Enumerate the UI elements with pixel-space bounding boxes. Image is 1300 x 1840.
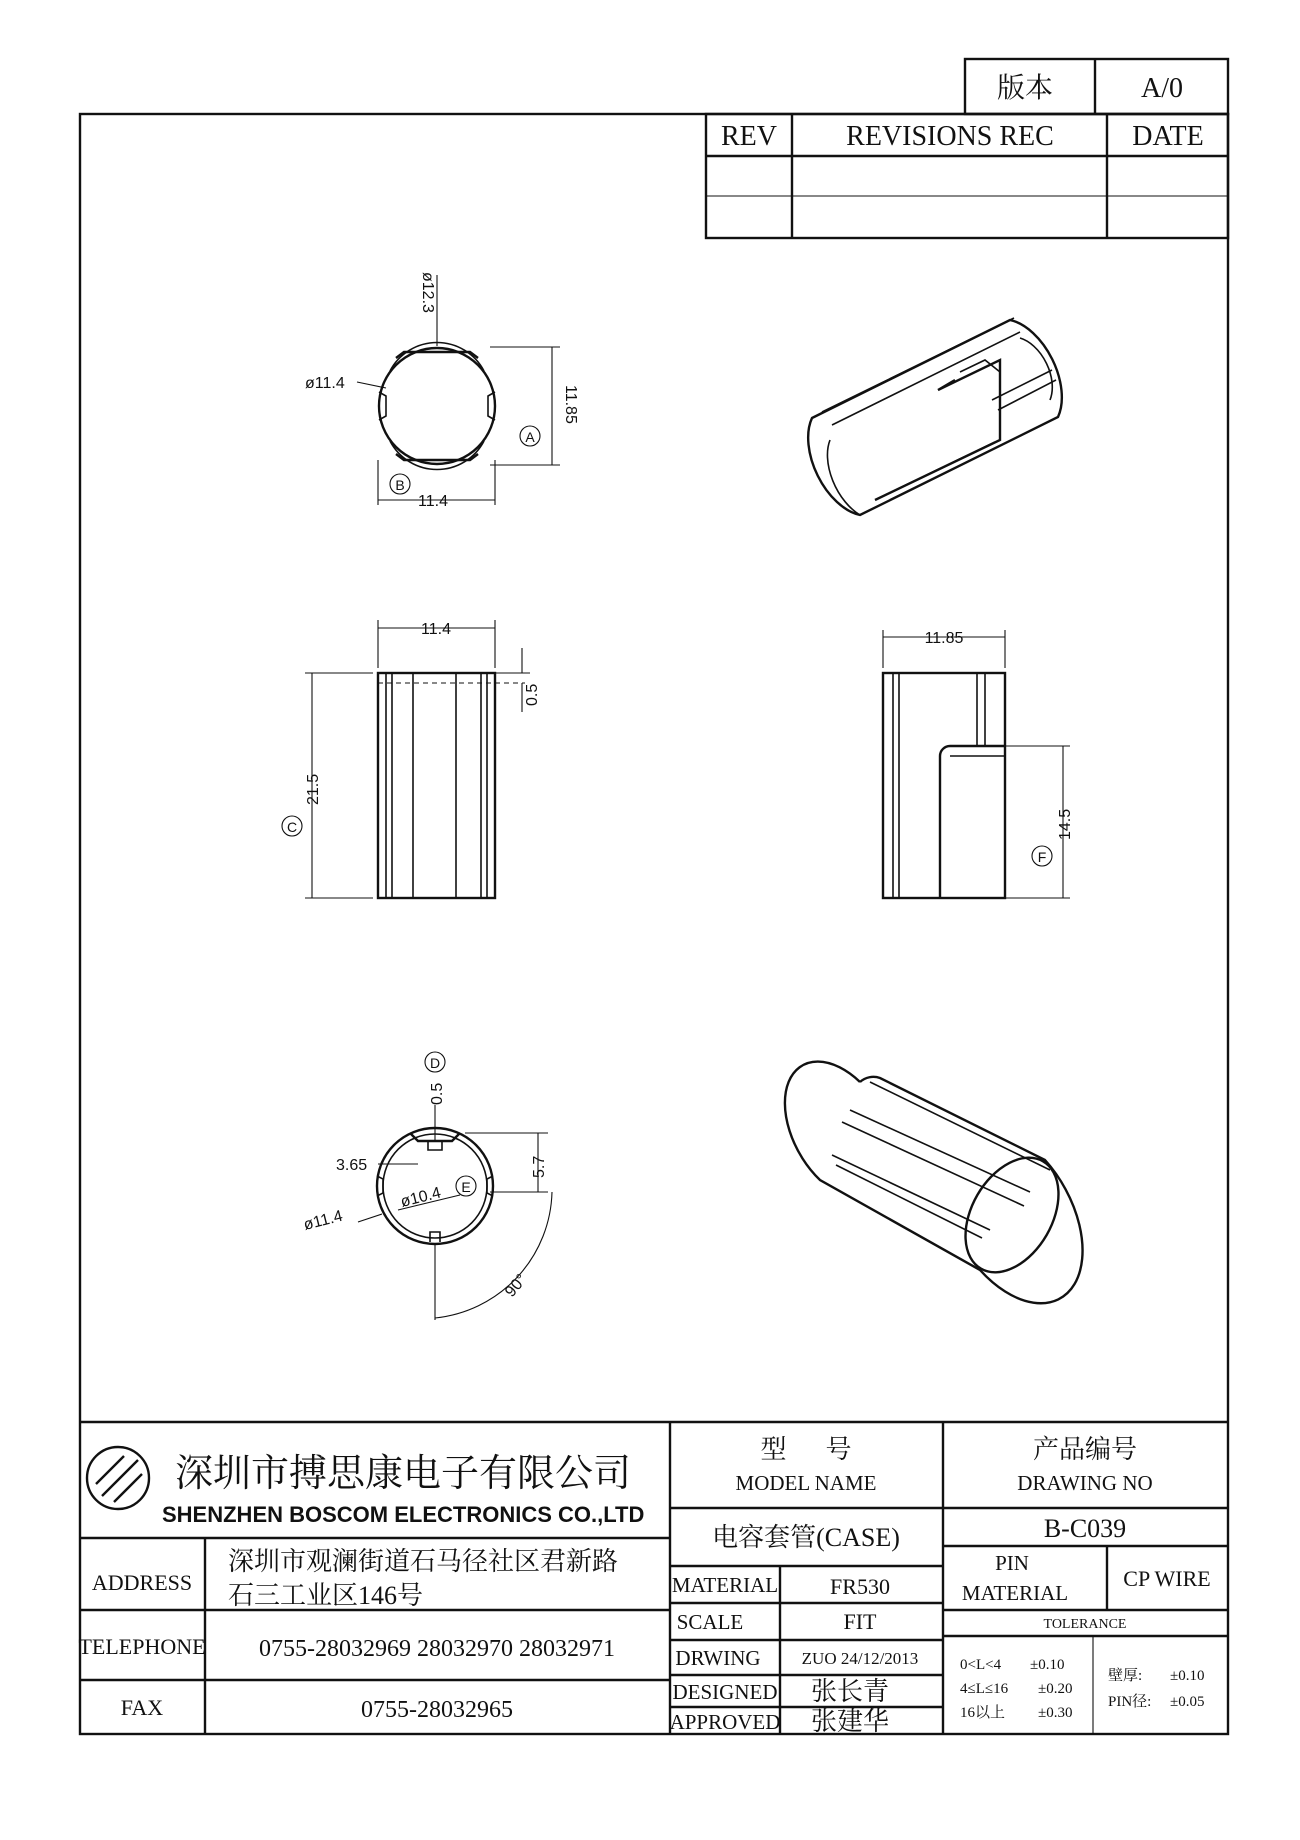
revision-table [706,114,1228,238]
drawing-no-label-cn: 产品编号 [1032,1435,1138,1464]
scale-label: SCALE [676,1610,744,1634]
tolerance-label: TOLERANCE [1043,1617,1127,1632]
pin-dia-value: ±0.05 [1170,1694,1205,1710]
model-label-en: MODEL NAME [735,1471,877,1495]
company-logo [87,1447,149,1509]
telephone-label: TELEPHONE [78,1634,206,1659]
callout-d: D [429,1055,441,1071]
company-name-en: SHENZHEN BOSCOM ELECTRONICS CO.,LTD [162,1502,645,1527]
model-label-cn: 型 号 [760,1435,852,1464]
dim-angle: 90° [502,1271,531,1301]
designed-label: DESIGNED [672,1680,778,1704]
designed-value: 张长青 [810,1677,890,1706]
dim-offset: 5.7 [531,1155,548,1178]
front-view [282,620,541,898]
approved-value: 张建华 [810,1707,890,1736]
callout-a: A [525,429,535,445]
dim-height: 11.85 [562,385,579,424]
material-value: FR530 [830,1574,890,1599]
dim-front-length: 21.5 [305,773,322,805]
dim-front-rib: 0.5 [524,683,541,706]
drawing-no-value: B-C039 [1043,1514,1127,1543]
rev-header: REV [721,121,777,152]
dim-inner-dia: ø11.4 [305,375,345,392]
dim-bottom-inner-dia: ø10.4 [398,1184,443,1211]
top-end-view [305,272,579,510]
dim-slot-length: 14.5 [1057,808,1074,840]
date-header: DATE [1132,121,1204,152]
approved-label: APPROVED [669,1710,781,1734]
drawing-value: ZUO 24/12/2013 [801,1649,919,1668]
address-label: ADDRESS [91,1570,193,1595]
dim-front-width: 11.4 [421,621,451,638]
pin-dia-label: PIN径: [1108,1694,1152,1710]
wall-value: ±0.10 [1170,1668,1205,1684]
address-line2: 石三工业区146号 [228,1581,424,1610]
dim-slot-width: 3.65 [336,1157,368,1174]
isometric-view-bottom [785,1062,1083,1304]
dim-side-width: 11.85 [924,630,964,647]
material-label: MATERIAL [671,1573,779,1597]
callout-b: B [395,477,405,493]
tol-value-3: ±0.30 [1038,1705,1073,1721]
tol-range-3: 16以上 [960,1705,1006,1721]
bottom-end-view [302,1052,552,1320]
fax-label: FAX [120,1695,164,1720]
dim-outer-dia: ø12.3 [419,272,436,313]
tol-value-1: ±0.10 [1030,1657,1065,1673]
company-name-cn: 深圳市搏思康电子有限公司 [175,1453,632,1495]
telephone-value: 0755-28032969 28032970 28032971 [259,1636,615,1662]
dim-width: 11.4 [418,493,448,510]
callout-f: F [1037,849,1047,865]
fax-value: 0755-28032965 [361,1697,513,1723]
scale-value: FIT [843,1609,877,1634]
callout-e: E [461,1179,471,1195]
tol-range-1: 0<L<4 [960,1657,1002,1673]
isometric-view-top [808,318,1062,515]
version-value: A/0 [1141,73,1183,104]
tol-range-2: 4≤L≤16 [960,1681,1009,1697]
tol-value-2: ±0.20 [1038,1681,1073,1697]
title-block [78,1422,1228,1736]
drawing-label: DRWING [675,1646,761,1670]
dim-bottom-outer-dia: ø11.4 [301,1207,345,1234]
version-box [965,59,1228,114]
address-line1: 深圳市观澜街道石马径社区君新路 [228,1547,619,1576]
dim-bottom-rib: 0.5 [429,1082,446,1105]
pin-material-value: CP WIRE [1123,1566,1211,1591]
model-name: 电容套管(CASE) [712,1523,900,1552]
side-view [883,630,1074,898]
version-label: 版本 [996,73,1054,104]
callout-c: C [286,819,298,835]
revisions-rec-header: REVISIONS REC [846,121,1054,152]
drawing-no-label-en: DRAWING NO [1017,1471,1153,1495]
wall-label: 壁厚: [1108,1668,1143,1684]
pin-label-1: PIN [995,1551,1029,1575]
pin-label-2: MATERIAL [961,1581,1069,1605]
